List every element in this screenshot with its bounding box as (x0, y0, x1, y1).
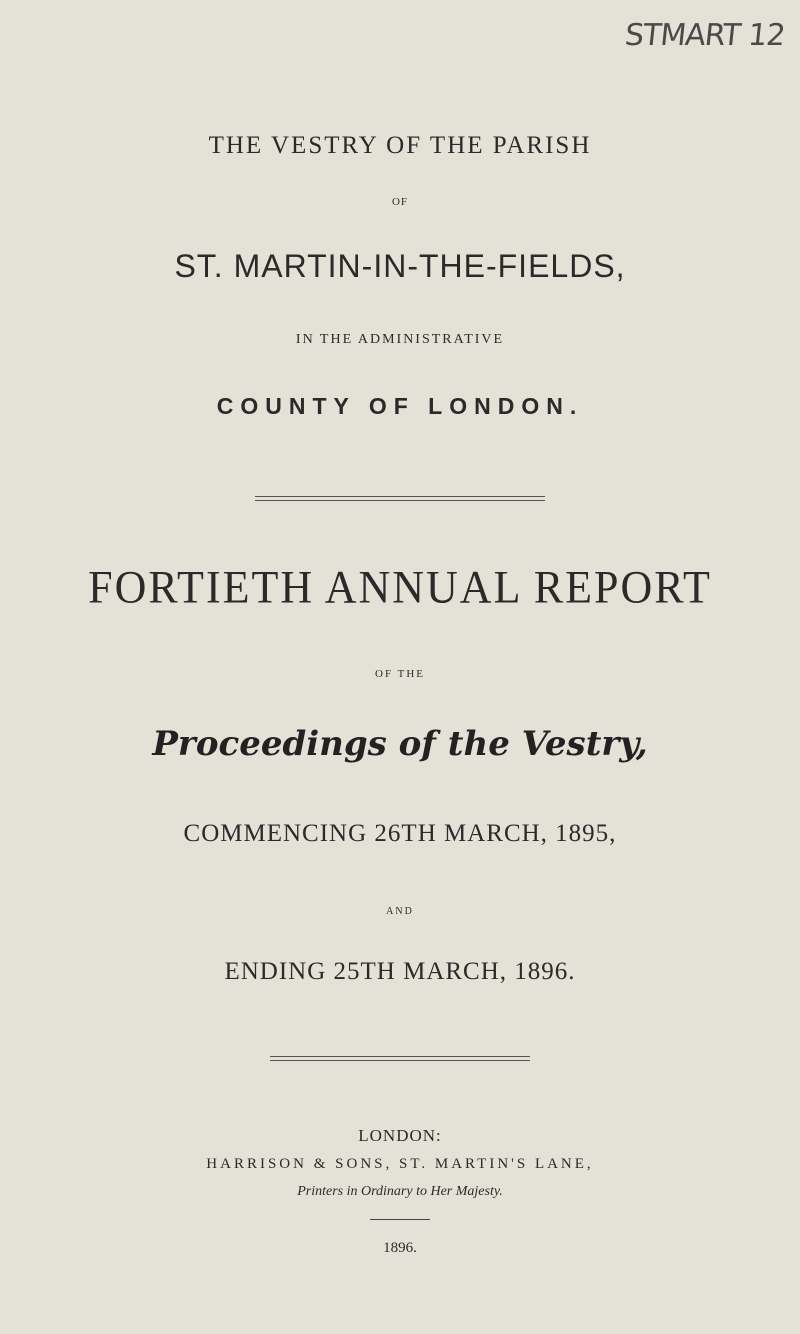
divider-top (255, 496, 545, 501)
of-connector: OF (391, 196, 409, 208)
ending-date: ENDING 25TH MARCH, 1896. (224, 958, 576, 985)
imprint-year: 1896. (383, 1240, 417, 1256)
imprint-place: LONDON: (358, 1126, 442, 1145)
imprint-printer: HARRISON & SONS, ST. MARTIN'S LANE, (206, 1156, 594, 1172)
divider-bottom (270, 1056, 530, 1061)
proceedings-subtitle: Proceedings of the Vestry, (152, 724, 648, 764)
imprint-rule (370, 1219, 430, 1220)
handwritten-annotation: STMART 12 (622, 18, 786, 53)
of-the-connector: OF THE (375, 668, 425, 680)
imprint-printer-note: Printers in Ordinary to Her Majesty. (297, 1184, 503, 1199)
commencing-date: COMMENCING 26TH MARCH, 1895, (183, 820, 617, 847)
vestry-heading: THE VESTRY OF THE PARISH (208, 132, 592, 159)
county-name: COUNTY OF LONDON. (216, 393, 584, 419)
parish-name: ST. MARTIN-IN-THE-FIELDS, (174, 248, 626, 284)
administrative-line: IN THE ADMINISTRATIVE (295, 332, 505, 347)
and-connector: AND (386, 906, 414, 917)
report-title: FORTIETH ANNUAL REPORT (88, 561, 712, 614)
